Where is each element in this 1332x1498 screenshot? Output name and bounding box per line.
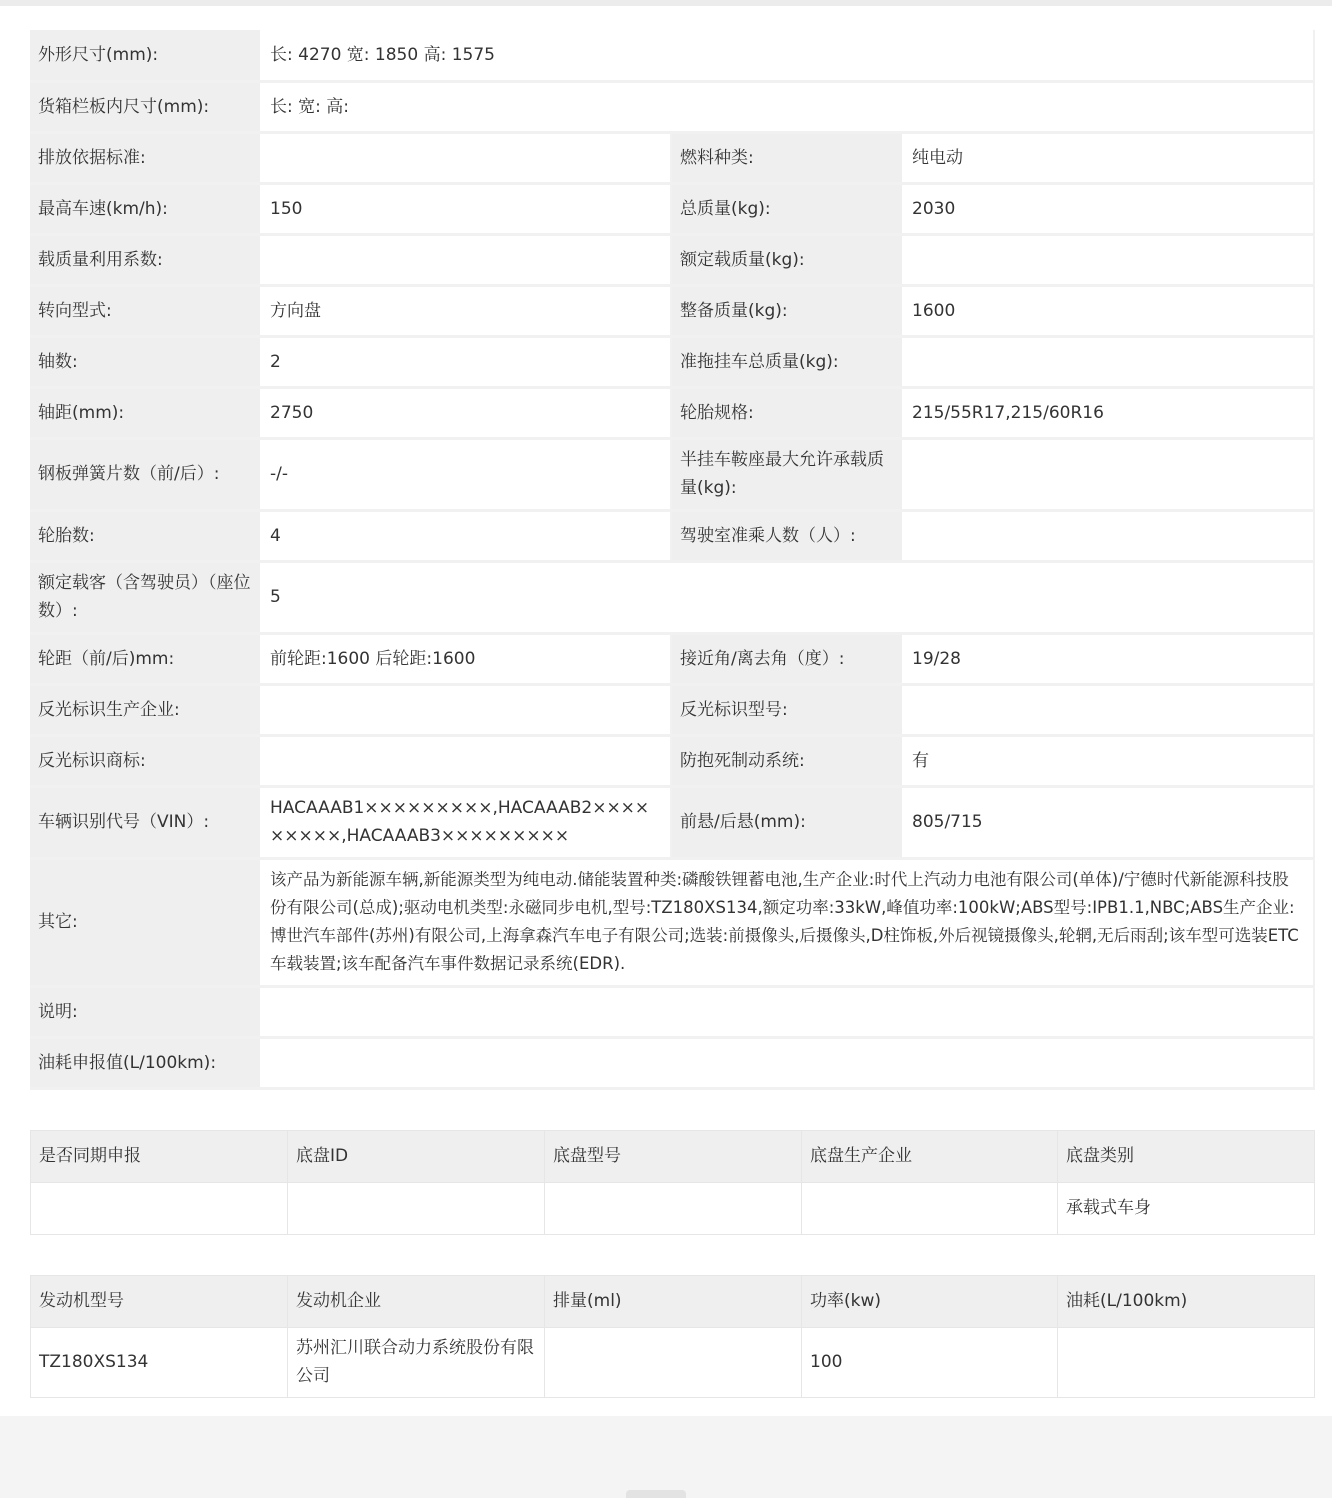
field-label: 最高车速(km/h): bbox=[30, 183, 261, 234]
table-cell bbox=[31, 1182, 288, 1234]
cargo-box-value: 长: 宽: 高: bbox=[261, 81, 1314, 132]
column-header: 油耗(L/100km) bbox=[1058, 1275, 1315, 1327]
note-label: 说明: bbox=[30, 986, 261, 1037]
field-label: 前悬/后悬(mm): bbox=[671, 786, 903, 858]
field-label: 排放依据标准: bbox=[30, 132, 261, 183]
field-value: 19/28 bbox=[903, 633, 1314, 684]
column-header: 发动机企业 bbox=[288, 1275, 545, 1327]
column-header: 是否同期申报 bbox=[31, 1130, 288, 1182]
note-value bbox=[261, 986, 1314, 1037]
column-header: 发动机型号 bbox=[31, 1275, 288, 1327]
field-value bbox=[903, 684, 1314, 735]
table-row bbox=[30, 81, 1314, 132]
field-label: 反光标识生产企业: bbox=[30, 684, 261, 735]
field-value: 纯电动 bbox=[903, 132, 1314, 183]
field-value: 有 bbox=[903, 735, 1314, 786]
field-label: 轮距（前/后)mm: bbox=[30, 633, 261, 684]
dimensions-value: 长: 4270 宽: 1850 高: 1575 bbox=[261, 30, 1314, 81]
field-value bbox=[261, 132, 671, 183]
fuel-label: 油耗申报值(L/100km): bbox=[30, 1037, 261, 1088]
field-label: 转向型式: bbox=[30, 285, 261, 336]
field-label: 载质量利用系数: bbox=[30, 234, 261, 285]
field-label: 防抱死制动系统: bbox=[671, 735, 903, 786]
column-header: 功率(kw) bbox=[802, 1275, 1058, 1327]
vehicle-spec-sheet bbox=[30, 30, 1314, 1398]
table-row bbox=[31, 1327, 1315, 1397]
field-value: 2750 bbox=[261, 387, 671, 438]
table-row bbox=[30, 387, 1314, 438]
cargo-box-label: 货箱栏板内尺寸(mm): bbox=[30, 81, 261, 132]
table-cell: 苏州汇川联合动力系统股份有限公司 bbox=[288, 1327, 545, 1397]
field-value: 4 bbox=[261, 510, 671, 561]
column-header: 排量(ml) bbox=[545, 1275, 802, 1327]
table-cell bbox=[1058, 1327, 1315, 1397]
table-row bbox=[30, 438, 1314, 510]
spec-table bbox=[30, 30, 1315, 1090]
field-label: 半挂车鞍座最大允许承载质量(kg): bbox=[671, 438, 903, 510]
chassis-table bbox=[30, 1130, 1315, 1235]
column-header: 底盘类别 bbox=[1058, 1130, 1315, 1182]
table-row bbox=[30, 735, 1314, 786]
table-row bbox=[30, 285, 1314, 336]
field-label: 燃料种类: bbox=[671, 132, 903, 183]
field-value bbox=[261, 735, 671, 786]
field-label: 整备质量(kg): bbox=[671, 285, 903, 336]
table-row bbox=[30, 561, 1314, 633]
dimensions-label: 外形尺寸(mm): bbox=[30, 30, 261, 81]
field-label: 钢板弹簧片数（前/后）: bbox=[30, 438, 261, 510]
field-label: 轮胎规格: bbox=[671, 387, 903, 438]
table-row bbox=[31, 1182, 1315, 1234]
field-label: 接近角/离去角（度）: bbox=[671, 633, 903, 684]
column-header: 底盘生产企业 bbox=[802, 1130, 1058, 1182]
vin-value: HACAAAB1×××××××××,HACAAAB2×××××××××,HACAAAB3××××××××× bbox=[261, 786, 671, 858]
field-label: 反光标识型号: bbox=[671, 684, 903, 735]
field-value: 前轮距:1600 后轮距:1600 bbox=[261, 633, 671, 684]
field-label: 额定载质量(kg): bbox=[671, 234, 903, 285]
field-value bbox=[261, 684, 671, 735]
top-strip bbox=[0, 0, 1332, 6]
table-header-row bbox=[31, 1275, 1315, 1327]
table-row bbox=[30, 684, 1314, 735]
engine-table bbox=[30, 1275, 1315, 1398]
field-label: 准拖挂车总质量(kg): bbox=[671, 336, 903, 387]
seats-label: 额定载客（含驾驶员）（座位数）: bbox=[30, 561, 261, 633]
field-value: -/- bbox=[261, 438, 671, 510]
field-value bbox=[903, 336, 1314, 387]
table-header-row bbox=[31, 1130, 1315, 1182]
table-cell bbox=[802, 1182, 1058, 1234]
table-cell bbox=[545, 1182, 802, 1234]
seats-value: 5 bbox=[261, 561, 1314, 633]
table-cell: 100 bbox=[802, 1327, 1058, 1397]
table-row bbox=[30, 986, 1314, 1037]
table-row bbox=[30, 786, 1314, 858]
table-row bbox=[30, 234, 1314, 285]
field-value: 150 bbox=[261, 183, 671, 234]
other-value: 该产品为新能源车辆,新能源类型为纯电动.储能装置种类:磷酸铁锂蓄电池,生产企业:时代上汽动力电池有限公司(单体)/宁德时代新能源科技股份有限公司(总成);驱动电机类型:永磁同步电机,型号:TZ180XS134,额定功率:33kW,峰值功率:100kW;ABS型号:IPB1.1,NBC;ABS生产企业:博世汽车部件(苏州)有限公司,上海拿森汽车电子有限公司;选装:前摄像头,后摄像头,D柱饰板,外后视镜摄像头,轮辋,无后雨刮;该车型可选装ETC车载装置;该车配备汽车事件数据记录系统(EDR). bbox=[261, 858, 1314, 986]
table-row bbox=[30, 1037, 1314, 1088]
scroll-indicator bbox=[626, 1490, 686, 1498]
table-row bbox=[30, 30, 1314, 81]
table-row bbox=[30, 132, 1314, 183]
table-row bbox=[30, 858, 1314, 986]
table-cell: 承载式车身 bbox=[1058, 1182, 1315, 1234]
field-value: 805/715 bbox=[903, 786, 1314, 858]
field-label: 轮胎数: bbox=[30, 510, 261, 561]
table-row bbox=[30, 183, 1314, 234]
table-cell bbox=[288, 1182, 545, 1234]
table-cell: TZ180XS134 bbox=[31, 1327, 288, 1397]
field-label: 反光标识商标: bbox=[30, 735, 261, 786]
column-header: 底盘ID bbox=[288, 1130, 545, 1182]
field-label: 驾驶室准乘人数（人）: bbox=[671, 510, 903, 561]
field-value: 2030 bbox=[903, 183, 1314, 234]
field-value bbox=[903, 510, 1314, 561]
table-cell bbox=[545, 1327, 802, 1397]
vin-label: 车辆识别代号（VIN）: bbox=[30, 786, 261, 858]
field-value: 1600 bbox=[903, 285, 1314, 336]
column-header: 底盘型号 bbox=[545, 1130, 802, 1182]
field-label: 总质量(kg): bbox=[671, 183, 903, 234]
field-value bbox=[903, 234, 1314, 285]
field-label: 轴数: bbox=[30, 336, 261, 387]
footer-band bbox=[0, 1416, 1332, 1498]
field-value bbox=[903, 438, 1314, 510]
table-row bbox=[30, 510, 1314, 561]
table-row bbox=[30, 336, 1314, 387]
table-row bbox=[30, 633, 1314, 684]
field-label: 轴距(mm): bbox=[30, 387, 261, 438]
field-value: 215/55R17,215/60R16 bbox=[903, 387, 1314, 438]
fuel-value bbox=[261, 1037, 1314, 1088]
field-value: 2 bbox=[261, 336, 671, 387]
field-value bbox=[261, 234, 671, 285]
other-label: 其它: bbox=[30, 858, 261, 986]
field-value: 方向盘 bbox=[261, 285, 671, 336]
